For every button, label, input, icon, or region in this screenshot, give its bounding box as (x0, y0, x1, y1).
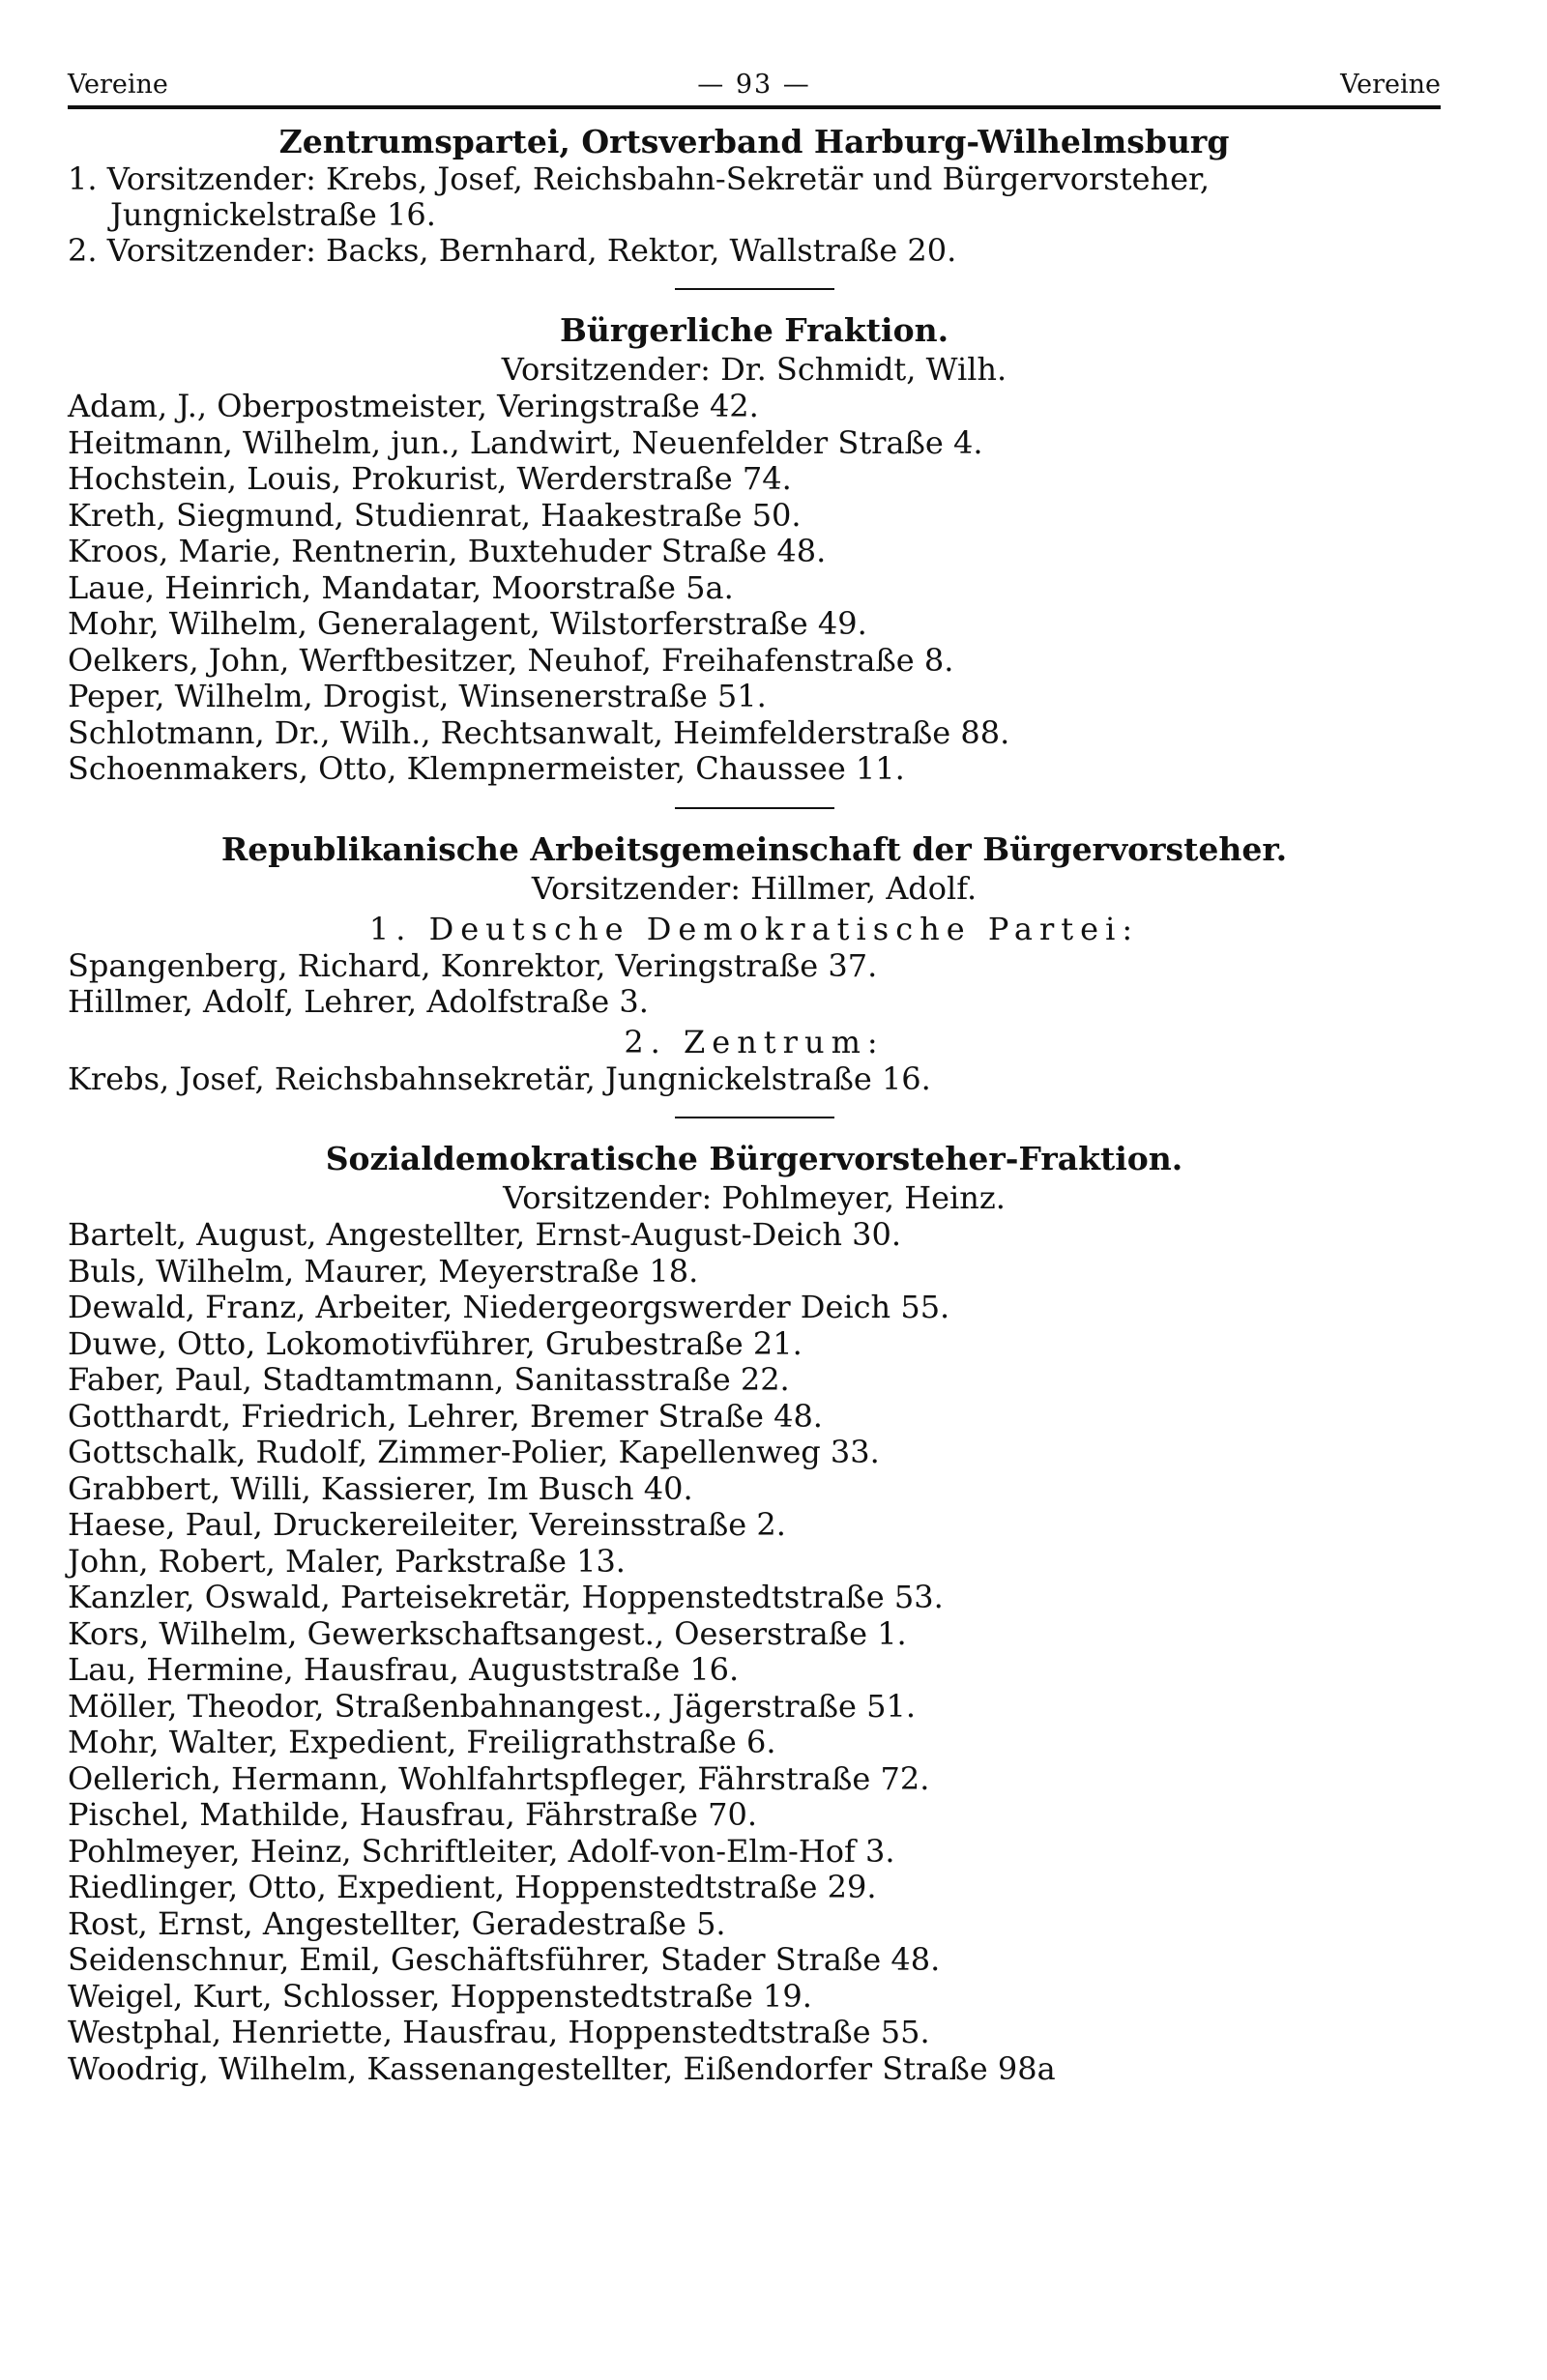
member-entry: Oelkers, John, Werftbesitzer, Neuhof, Freihafenstraße 8. (68, 641, 954, 679)
member-entry: Haese, Paul, Druckereileiter, Vereinsstraße 2. (68, 1506, 786, 1543)
section-title: Zentrumspartei, Ortsverband Harburg-Wilhelmsburg (278, 123, 1230, 160)
member-entry: Bartelt, August, Angestellter, Ernst-August-Deich 30. (68, 1216, 901, 1253)
section-zentrumspartei (68, 123, 1441, 269)
member-entry: Kors, Wilhelm, Gewerkschaftsangest., Oeserstraße 1. (68, 1614, 907, 1652)
separator-rule (675, 807, 834, 809)
member-entry: Grabbert, Willi, Kassierer, Im Busch 40. (68, 1469, 693, 1507)
group-heading: 1. Deutsche Demokratische Partei: (368, 910, 1140, 947)
member-entry: Buls, Wilhelm, Maurer, Meyerstraße 18. (68, 1252, 699, 1290)
member-entry: Krebs, Josef, Reichsbahnsekretär, Jungnickelstraße 16. (68, 1059, 931, 1097)
member-entry: Pohlmeyer, Heinz, Schriftleiter, Adolf-von-Elm-Hof 3. (68, 1832, 895, 1870)
member-entry: Dewald, Franz, Arbeiter, Niedergeorgswerder Deich 55. (68, 1289, 950, 1325)
officer-entry: 2. Vorsitzender: Backs, Bernhard, Rektor, Wallstraße 20. (68, 232, 957, 269)
member-entry: Mohr, Wilhelm, Generalagent, Wilstorferstraße 49. (68, 605, 867, 642)
member-entry: Weigel, Kurt, Schlosser, Hoppenstedtstraße 19. (68, 1977, 812, 2015)
section-title: Republikanische Arbeitsgemeinschaft der Bürgervorsteher. (220, 829, 1288, 868)
member-entry: Adam, J., Oberpostmeister, Veringstraße 42. (68, 388, 759, 424)
member-entry: Spangenberg, Richard, Konrektor, Veringstraße 37. (68, 946, 878, 984)
section-republikanische-ag (68, 830, 1441, 1098)
section-title: Sozialdemokratische Bürgervorsteher-Fraktion. (325, 1140, 1183, 1177)
member-entry: Riedlinger, Otto, Expedient, Hoppenstedtstraße 29. (68, 1869, 877, 1905)
section-title: Bürgerliche Fraktion. (559, 311, 949, 349)
member-entry: Oellerich, Hermann, Wohlfahrtspfleger, Fährstraße 72. (68, 1759, 930, 1797)
member-entry: Rost, Ernst, Angestellter, Geradestraße 5. (68, 1904, 726, 1942)
member-entry: Peper, Wilhelm, Drogist, Winsenerstraße 51. (68, 678, 767, 714)
header-left: Vereine (68, 70, 168, 100)
member-entry: John, Robert, Maler, Parkstraße 13. (68, 1542, 626, 1580)
member-entry: Kreth, Siegmund, Studienrat, Haakestraße 50. (68, 496, 802, 534)
member-entry: Schoenmakers, Otto, Klempnermeister, Chaussee 11. (68, 750, 905, 787)
member-entry: Gottschalk, Rudolf, Zimmer-Polier, Kapellenweg 33. (68, 1434, 880, 1470)
member-entry: Mohr, Walter, Expedient, Freiligrathstraße 6. (68, 1724, 776, 1760)
member-entry: Laue, Heinrich, Mandatar, Moorstraße 5a. (68, 568, 734, 606)
member-entry: Kroos, Marie, Rentnerin, Buxtehuder Straße 48. (68, 533, 827, 569)
member-entry: Lau, Hermine, Hausfrau, Auguststraße 16. (68, 1651, 740, 1688)
member-entry: Westphal, Henriette, Hausfrau, Hoppenstedtstraße 55. (68, 2014, 930, 2050)
page-header (68, 70, 1441, 109)
member-entry: Möller, Theodor, Straßenbahnangest., Jägerstraße 51. (68, 1687, 917, 1725)
member-entry: Schlotmann, Dr., Wilh., Rechtsanwalt, Heimfelderstraße 88. (68, 713, 1010, 751)
separator-rule (675, 1117, 834, 1118)
section-buergerliche-fraktion (68, 311, 1441, 788)
member-entry: Duwe, Otto, Lokomotivführer, Grubestraße 21. (68, 1324, 803, 1362)
member-entry: Gotthardt, Friedrich, Lehrer, Bremer Straße 48. (68, 1397, 823, 1435)
member-entry: Hillmer, Adolf, Lehrer, Adolfstraße 3. (68, 983, 649, 1020)
section-chair: Vorsitzender: Hillmer, Adolf. (531, 869, 978, 907)
section-sozialdemokratische-fraktion (68, 1140, 1441, 2087)
member-entry: Heitmann, Wilhelm, jun., Landwirt, Neuenfelder Straße 4. (68, 423, 983, 461)
separator-rule (675, 288, 834, 290)
member-entry: Pischel, Mathilde, Hausfrau, Fährstraße 70. (68, 1796, 758, 1833)
header-right: Vereine (1340, 70, 1441, 100)
member-entry: Hochstein, Louis, Prokurist, Werderstraße 74. (68, 460, 792, 497)
member-entry: Kanzler, Oswald, Parteisekretär, Hoppenstedtstraße 53. (68, 1579, 944, 1615)
member-entry: Faber, Paul, Stadtamtmann, Sanitasstraße 22. (68, 1361, 790, 1398)
page-number: — 93 — (697, 70, 811, 100)
officer-entry: 1. Vorsitzender: Krebs, Josef, Reichsbahn-Sekretär und Bürgervorsteher, Jungnickelstraße 16. (68, 160, 1210, 233)
section-chair: Vorsitzender: Dr. Schmidt, Wilh. (501, 351, 1007, 388)
member-entry: Woodrig, Wilhelm, Kassenangestellter, Eißendorfer Straße 98a (68, 2049, 1056, 2087)
member-entry: Seidenschnur, Emil, Geschäftsführer, Stader Straße 48. (68, 1941, 941, 1978)
group-heading: 2. Zentrum: (624, 1023, 885, 1060)
section-chair: Vorsitzender: Pohlmeyer, Heinz. (503, 1179, 1006, 1216)
